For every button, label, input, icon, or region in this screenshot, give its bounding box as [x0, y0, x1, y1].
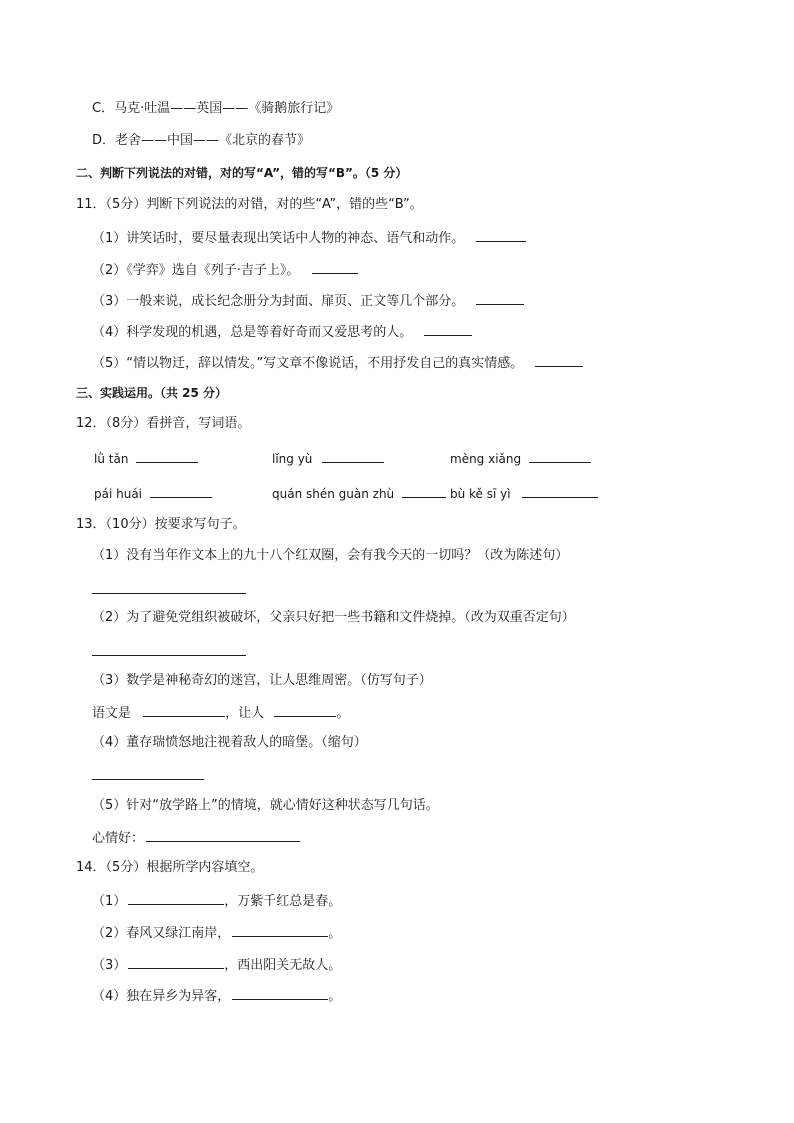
- answer-blank[interactable]: [146, 828, 300, 842]
- q13-item-4: （4）董存瑞愤怒地注视着敌人的暗堡。（缩句）: [92, 735, 367, 750]
- q13-mood-line: 心情好：: [92, 828, 300, 848]
- answer-blank[interactable]: [312, 260, 358, 274]
- answer-blank[interactable]: [150, 484, 212, 498]
- answer-blank[interactable]: [476, 291, 524, 305]
- q13-item-2: （2）为了避免党组织被破坏，父亲只好把一些书籍和文件烧掉。（改为双重否定句）: [92, 610, 575, 625]
- section-3-heading: 三、实践运用。（共 25 分）: [76, 386, 228, 400]
- q14-stem: 14．（5分）根据所学内容填空。: [76, 860, 264, 875]
- pinyin-item: pái huái: [94, 484, 212, 503]
- answer-blank[interactable]: [522, 484, 598, 498]
- q11-item-4: （4）科学发现的机遇，总是等着好奇而又爱思考的人。: [92, 322, 472, 342]
- q13-stem: 13．（10分）按要求写句子。: [76, 517, 246, 532]
- pinyin-item: quán shén guàn zhù: [272, 484, 446, 503]
- answer-blank[interactable]: [232, 986, 328, 1000]
- answer-line[interactable]: [92, 642, 246, 656]
- answer-blank[interactable]: [402, 484, 446, 498]
- q14-item-3: （3） ，西出阳关无故人。: [92, 955, 341, 975]
- q14-item-1: （1） ，万紫千红总是春。: [92, 891, 341, 911]
- answer-blank[interactable]: [128, 891, 224, 905]
- pinyin-item: lǜ tǎn: [94, 449, 198, 468]
- answer-line[interactable]: [92, 580, 246, 594]
- answer-blank[interactable]: [274, 703, 336, 717]
- answer-blank[interactable]: [322, 449, 384, 463]
- q13-item-5: （5）针对“放学路上”的情境，就心情好这种状态写几句话。: [92, 798, 439, 813]
- q11-item-2: （2）《学弈》选自《列子·吉子上》。: [92, 260, 358, 280]
- pinyin-item: mèng xiǎng: [450, 449, 591, 468]
- answer-blank[interactable]: [143, 703, 225, 717]
- pinyin-item: lǐng yù: [272, 449, 384, 468]
- q13-imitate-line: 语文是 ，让人 。: [92, 703, 349, 723]
- q14-item-2: （2）春风又绿江南岸， 。: [92, 923, 341, 943]
- q13-item-1: （1）没有当年作文本上的九十八个红双圈，会有我今天的一切吗？（改为陈述句）: [92, 548, 569, 563]
- section-2-heading: 二、判断下列说法的对错，对的写“A”，错的写“B”。（5 分）: [76, 166, 408, 180]
- q11-stem: 11．（5分）判断下列说法的对错，对的些“A”，错的些“B”。: [76, 197, 423, 212]
- answer-blank[interactable]: [424, 322, 472, 336]
- option-d: D．老舍——中国——《北京的春节》: [92, 133, 311, 148]
- pinyin-item: bù kě sī yì: [450, 484, 598, 503]
- q13-item-3: （3）数学是神秘奇幻的迷宫，让人思维周密。（仿写句子）: [92, 673, 432, 688]
- q11-item-5: （5）“情以物迁，辞以情发。”写文章不像说话，不用抒发自己的真实情感。: [92, 353, 583, 373]
- answer-blank[interactable]: [136, 449, 198, 463]
- q12-stem: 12．（8分）看拼音，写词语。: [76, 416, 251, 431]
- answer-blank[interactable]: [232, 923, 328, 937]
- q14-item-4: （4）独在异乡为异客， 。: [92, 986, 341, 1006]
- answer-blank[interactable]: [128, 955, 224, 969]
- answer-blank[interactable]: [535, 353, 583, 367]
- q11-item-3: （3）一般来说，成长纪念册分为封面、扉页、正文等几个部分。: [92, 291, 524, 311]
- answer-line[interactable]: [92, 766, 204, 780]
- option-c: C．马克·吐温——英国——《骑鹅旅行记》: [92, 101, 340, 116]
- q11-item-1: （1）讲笑话时，要尽量表现出笑话中人物的神态、语气和动作。: [92, 228, 526, 248]
- answer-blank[interactable]: [529, 449, 591, 463]
- answer-blank[interactable]: [476, 228, 526, 242]
